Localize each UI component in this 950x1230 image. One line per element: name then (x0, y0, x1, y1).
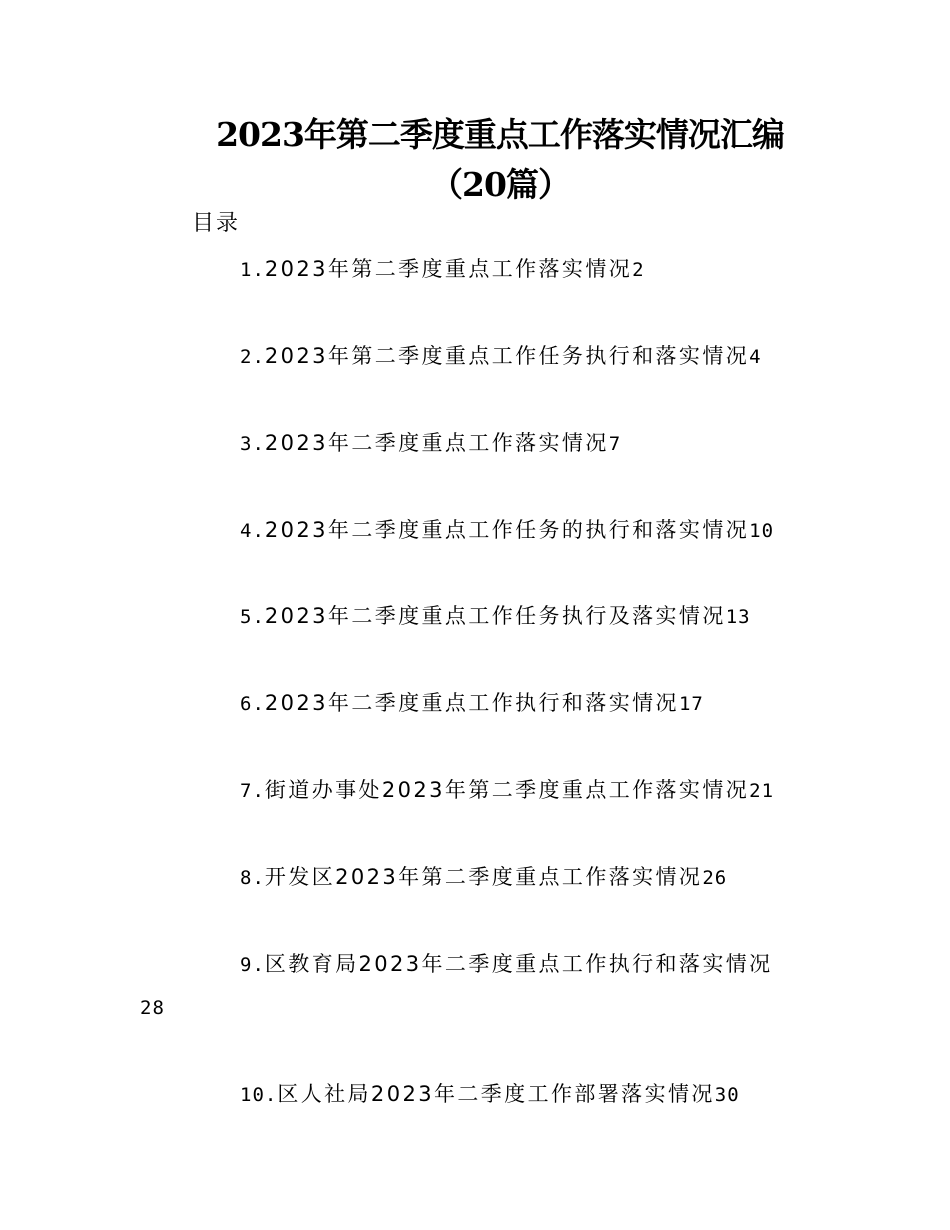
toc-entry-page: 26 (702, 867, 728, 889)
toc-entry-number: 1. (240, 259, 265, 281)
toc-entry-page: 30 (714, 1084, 740, 1106)
toc-entry-text: 2023年二季度重点工作任务的执行和落实情况 (264, 518, 750, 542)
toc-entry-text: 2023年第二季度重点工作任务执行和落实情况 (264, 344, 750, 368)
toc-entry-9[interactable] (240, 948, 773, 981)
toc-entry-8[interactable] (240, 861, 727, 894)
toc-entry-text: 区人社局2023年二季度工作部署落实情况 (277, 1082, 715, 1106)
toc-entry-10[interactable] (240, 1078, 740, 1111)
toc-entry-1[interactable] (240, 253, 645, 286)
toc-entry-text: 街道办事处2023年第二季度重点工作落实情况 (264, 778, 750, 802)
toc-entry-text: 2023年第二季度重点工作落实情况 (264, 257, 633, 281)
toc-entry-text: 2023年二季度重点工作任务执行及落实情况 (264, 604, 726, 628)
toc-entry-number: 6. (240, 693, 265, 715)
toc-entry-number: 3. (240, 433, 265, 455)
title-line-count: （20篇） (430, 165, 570, 204)
toc-entry-page: 17 (678, 693, 704, 715)
toc-entry-page: 21 (749, 780, 775, 802)
toc-entry-page: 2 (632, 259, 645, 281)
toc-entry-text: 区教育局2023年二季度重点工作执行和落实情况 (264, 952, 773, 976)
toc-entry-9-page[interactable]: 28 (140, 997, 165, 1019)
toc-entry-number: 8. (240, 867, 265, 889)
toc-entry-number: 4. (240, 520, 265, 542)
toc-entry-text: 开发区2023年第二季度重点工作落实情况 (264, 865, 703, 889)
toc-entry-text: 2023年二季度重点工作执行和落实情况 (264, 691, 679, 715)
toc-entry-5[interactable] (240, 600, 751, 633)
toc-entry-page: 4 (749, 346, 762, 368)
toc-entry-number: 7. (240, 780, 265, 802)
toc-entry-number: 5. (240, 606, 265, 628)
toc-entry-text: 2023年二季度重点工作落实情况 (264, 431, 609, 455)
toc-entry-3[interactable] (240, 427, 621, 460)
toc-entry-6[interactable] (240, 687, 704, 720)
toc-entry-2[interactable] (240, 340, 762, 373)
toc-entry-page: 13 (725, 606, 751, 628)
toc-entry-page: 7 (608, 433, 622, 455)
toc-entry-number: 9. (240, 954, 265, 976)
toc-entry-number: 2. (240, 346, 265, 368)
toc-heading: 目录 (192, 211, 241, 236)
toc-entry-7[interactable] (240, 774, 774, 807)
title-line-main: 2023年第二季度重点工作落实情况汇编 (216, 115, 784, 154)
toc-entry-4[interactable] (240, 514, 774, 547)
toc-entry-page: 10 (749, 520, 775, 542)
toc-entry-number: 10. (240, 1084, 278, 1106)
